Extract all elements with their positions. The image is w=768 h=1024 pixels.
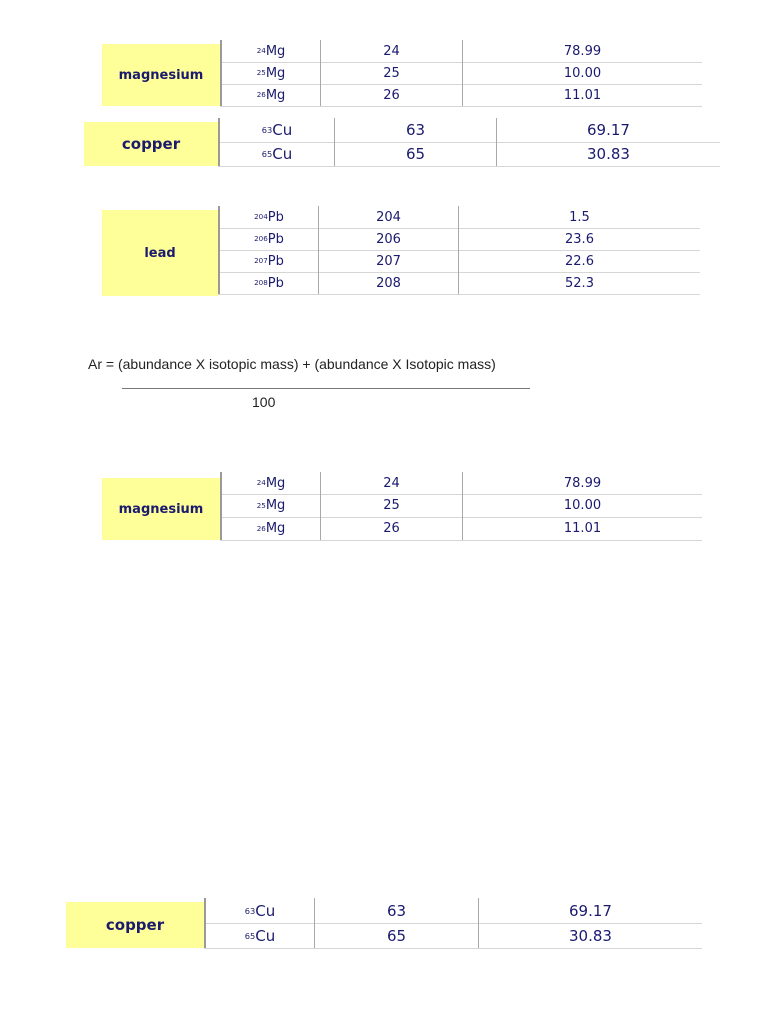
- isotope-cell: 24 Mg: [220, 40, 320, 62]
- mass-cell: 63: [314, 898, 478, 923]
- abundance-cell: 10.00: [462, 62, 702, 84]
- isotope-table-copper: [66, 898, 702, 950]
- mass-cell: 204: [318, 206, 458, 228]
- isotope-symbol: Mg: [265, 521, 286, 536]
- isotope-table-magnesium: [102, 472, 702, 540]
- isotope-symbol: Cu: [255, 926, 276, 945]
- table-row: [220, 84, 702, 107]
- isotope-cell: 26 Mg: [220, 84, 320, 106]
- table-row: [220, 517, 702, 541]
- fraction-line: [122, 388, 530, 389]
- abundance-cell: 78.99: [462, 40, 702, 62]
- isotope-symbol: Mg: [265, 43, 286, 59]
- formula-numerator: Ar = (abundance X isotopic mass) + (abundance X Isotopic mass): [88, 356, 496, 372]
- mass-cell: 65: [314, 923, 478, 948]
- abundance-cell: 30.83: [496, 142, 720, 166]
- isotope-cell: 65 Cu: [218, 142, 334, 166]
- mass-cell: 25: [320, 62, 462, 84]
- table-row: [204, 898, 702, 924]
- mass-cell: 207: [318, 250, 458, 272]
- isotope-cell: 206 Pb: [218, 228, 318, 250]
- abundance-cell: 69.17: [478, 898, 702, 923]
- isotope-symbol: Pb: [267, 253, 284, 269]
- isotope-cell: 65 Cu: [204, 923, 314, 948]
- mass-cell: 63: [334, 118, 496, 142]
- isotope-cell: 63 Cu: [218, 118, 334, 142]
- isotope-symbol: Cu: [255, 901, 276, 920]
- isotope-cell: 207 Pb: [218, 250, 318, 272]
- mass-cell: 208: [318, 272, 458, 294]
- mass-cell: 206: [318, 228, 458, 250]
- table-row: [220, 40, 702, 63]
- element-label: magnesium: [102, 478, 220, 540]
- table-row: [218, 250, 700, 273]
- isotope-cell: 26 Mg: [220, 517, 320, 540]
- mass-cell: 24: [320, 40, 462, 62]
- mass-cell: 26: [320, 84, 462, 106]
- element-label: magnesium: [102, 44, 220, 106]
- table-row: [218, 228, 700, 251]
- isotope-table-lead: [102, 206, 700, 296]
- mass-cell: 26: [320, 517, 462, 540]
- isotope-symbol: Mg: [265, 498, 286, 513]
- abundance-cell: 78.99: [462, 472, 702, 494]
- isotope-symbol: Pb: [267, 209, 284, 225]
- abundance-cell: 30.83: [478, 923, 702, 948]
- abundance-cell: 69.17: [496, 118, 720, 142]
- isotope-table-copper: [84, 118, 720, 168]
- isotope-symbol: Pb: [267, 275, 284, 291]
- table-row: [220, 472, 702, 495]
- isotope-symbol: Cu: [272, 121, 293, 139]
- isotope-symbol: Mg: [265, 65, 286, 81]
- abundance-cell: 22.6: [458, 250, 700, 272]
- abundance-cell: 10.00: [462, 494, 702, 517]
- element-label: copper: [66, 902, 204, 948]
- isotope-cell: 24 Mg: [220, 472, 320, 494]
- mass-cell: 25: [320, 494, 462, 517]
- table-row: [204, 923, 702, 949]
- isotope-cell: 204 Pb: [218, 206, 318, 228]
- isotope-cell: 63 Cu: [204, 898, 314, 923]
- abundance-cell: 23.6: [458, 228, 700, 250]
- formula-denominator: 100: [252, 394, 276, 410]
- isotope-symbol: Pb: [267, 231, 284, 247]
- mass-cell: 65: [334, 142, 496, 166]
- table-row: [220, 62, 702, 85]
- isotope-symbol: Cu: [272, 145, 293, 163]
- isotope-cell: 208 Pb: [218, 272, 318, 294]
- table-row: [218, 206, 700, 229]
- isotope-symbol: Mg: [265, 87, 286, 103]
- isotope-cell: 25 Mg: [220, 494, 320, 517]
- table-row: [220, 494, 702, 518]
- isotope-symbol: Mg: [265, 475, 286, 491]
- abundance-cell: 52.3: [458, 272, 700, 294]
- isotope-table-magnesium: [102, 40, 702, 106]
- abundance-cell: 11.01: [462, 517, 702, 540]
- abundance-cell: 1.5: [458, 206, 700, 228]
- table-row: [218, 142, 720, 167]
- element-label: lead: [102, 210, 218, 296]
- abundance-cell: 11.01: [462, 84, 702, 106]
- table-row: [218, 118, 720, 143]
- element-label: copper: [84, 122, 218, 166]
- isotope-cell: 25 Mg: [220, 62, 320, 84]
- mass-cell: 24: [320, 472, 462, 494]
- table-row: [218, 272, 700, 295]
